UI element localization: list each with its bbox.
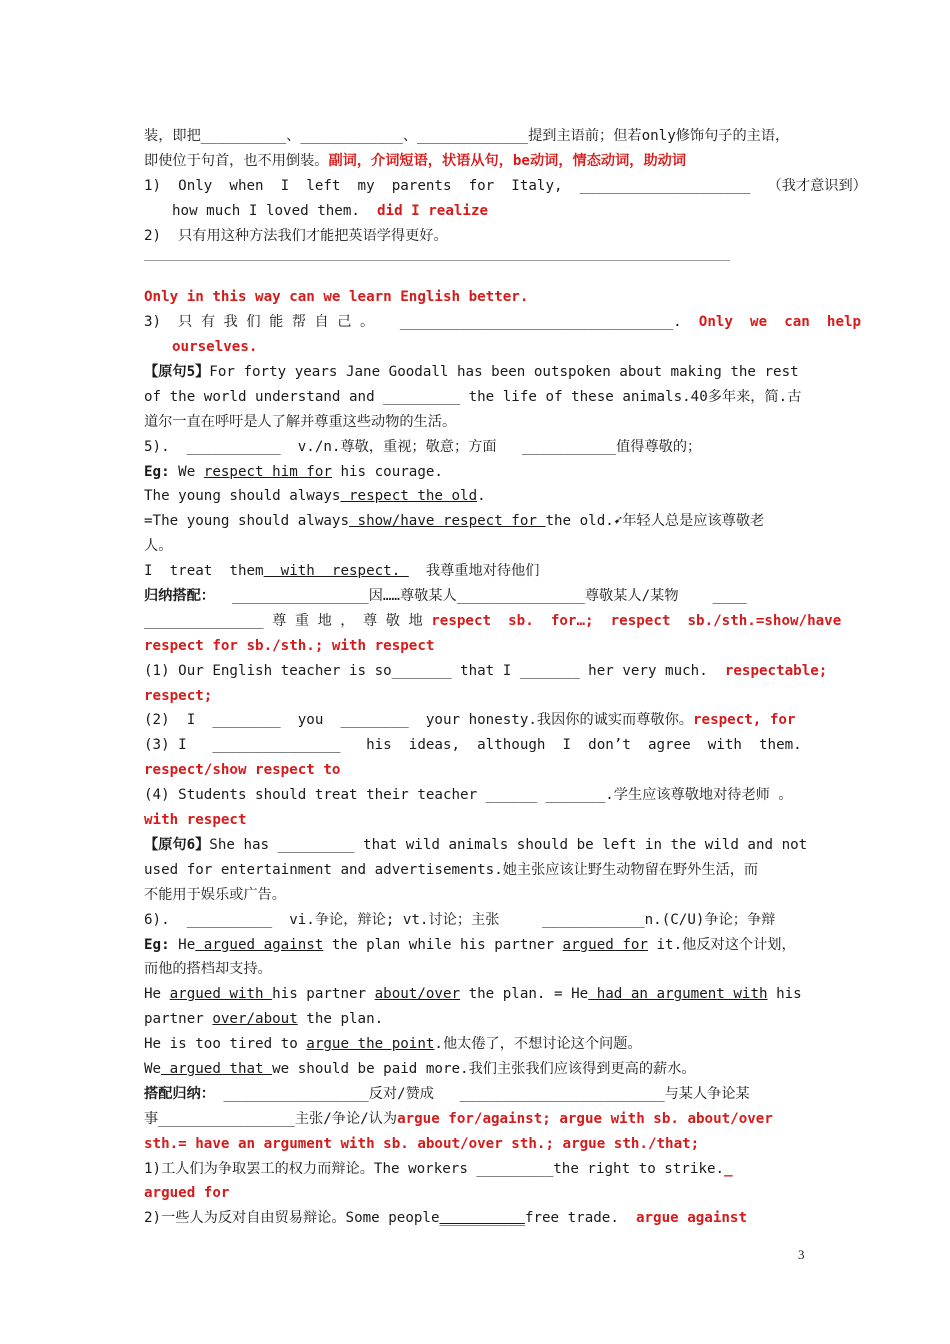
text-line	[144, 1032, 810, 1057]
line-text: 事________________主张/争论/认为	[144, 1110, 398, 1127]
text-line	[144, 1057, 810, 1082]
text-line	[144, 1107, 810, 1132]
line-text: 1) Only when I left my parents for Italy, ____________________ （我才意识到）	[144, 177, 867, 194]
line-text: We	[169, 463, 204, 480]
text-line	[144, 908, 810, 933]
line-text: =The young should always	[144, 513, 349, 530]
line-text: He	[169, 936, 196, 953]
text-line	[144, 783, 810, 808]
line-text: I treat them	[144, 563, 264, 580]
text-line	[144, 684, 810, 709]
line-text: .	[477, 488, 486, 505]
line-text: 5). ___________ v./n.尊敬，重视；敬意；方面 ___________值得尊敬的；	[144, 438, 702, 455]
text-line	[144, 584, 810, 609]
line-text: He is too tired to	[144, 1036, 307, 1053]
line-text: 装，即把__________、____________、_____________提到主语前；但若only修饰句子的主语，	[144, 128, 790, 144]
answer-text: with respect	[144, 812, 247, 829]
line-text: over/about	[212, 1011, 298, 1028]
line-text: 【原句6】	[144, 836, 210, 853]
text-line	[144, 260, 810, 285]
line-text: ______________ 尊 重 地 ， 尊 敬 地	[144, 612, 432, 629]
line-text: 而他的搭档却支持。	[144, 961, 272, 978]
line-text: about/over	[374, 986, 461, 1003]
line-text: the plan. = He	[460, 986, 589, 1003]
text-line	[144, 808, 810, 833]
line-text: 【原句5】	[144, 364, 210, 381]
text-line	[144, 634, 810, 659]
text-line	[144, 484, 810, 509]
line-text: Eg:	[144, 936, 170, 953]
text-line	[144, 758, 810, 783]
line-text: 3) 只 有 我 们 能 帮 自 己 。 ________________________________.	[144, 314, 699, 331]
line-text: it.他反对这个计划，	[647, 936, 796, 953]
line-text: .他太倦了，不想讨论这个问题。	[434, 1036, 642, 1053]
text-line	[144, 833, 810, 858]
line-text: Eg:	[144, 463, 170, 480]
text-line	[144, 708, 810, 733]
answer-text: respect for sb./sth.; with respect	[144, 637, 435, 654]
line-text: respect the old	[340, 488, 478, 505]
text-line	[144, 609, 842, 634]
line-text: partner	[144, 1011, 213, 1028]
line-text: (4) Students should treat their teacher ______ _______.学生应该尊敬地对待老师 。	[144, 787, 793, 804]
text-line	[144, 509, 810, 534]
line-text: with respect.	[263, 563, 409, 580]
text-line	[144, 957, 810, 982]
answer-text: 副词，介词短语，状语从句，be动词，情态动词，助动词	[328, 152, 687, 169]
line-text: the plan while his partner	[323, 936, 563, 953]
line-text: He	[144, 986, 170, 1003]
line-text: She has _________ that wild animals should be left in the wild and not	[209, 836, 808, 853]
line-text: 道尔一直在呼吁是人了解并尊重这些动物的生活。	[144, 413, 457, 430]
line-text: 人。	[144, 538, 173, 555]
line-text: argue the point	[306, 1036, 435, 1053]
text-line	[144, 933, 810, 958]
line-text: free trade.	[524, 1210, 636, 1227]
answer-text: ourselves.	[172, 339, 258, 356]
text-line	[144, 335, 810, 360]
line-text: We	[144, 1060, 162, 1077]
text-line	[144, 1181, 810, 1206]
text-line	[144, 733, 810, 758]
line-text: _________________反对/赞成 ________________________与某人争论某	[214, 1085, 750, 1102]
line-text: we should be paid more.我们主张我们应该得到更高的薪水。	[272, 1060, 696, 1077]
line-text: argued for	[562, 936, 648, 953]
text-line	[144, 1132, 810, 1157]
line-text: the plan.	[297, 1011, 384, 1028]
answer-text: argued for	[144, 1185, 230, 1202]
answer-blank-line	[144, 260, 730, 261]
text-line	[144, 1082, 810, 1107]
answer-text: Only we can help	[698, 314, 862, 331]
answer-text: Only in this way can we learn English better.	[144, 289, 529, 306]
line-text: 搭配归纳：	[144, 1085, 215, 1102]
line-text: 1)工人们为争取罢工的权力而辩论。The workers _________the right to strike.	[144, 1160, 725, 1177]
text-line	[144, 982, 810, 1007]
line-text: For forty years Jane Goodall has been outspoken about making the rest	[209, 364, 799, 381]
answer-text: respect;	[144, 687, 213, 704]
line-text: __________	[439, 1210, 525, 1227]
text-line	[144, 858, 810, 883]
line-text: 即使位于句首，也不用倒装。	[144, 152, 329, 169]
line-text: 2)一些人为反对自由贸易辩论。Some people	[144, 1210, 440, 1227]
text-line	[144, 285, 810, 310]
line-text: 2) 只有用这种方法我们才能把英语学得更好。	[144, 227, 448, 244]
text-line	[144, 149, 810, 174]
line-text: The young should always	[144, 488, 341, 505]
text-line	[144, 435, 810, 460]
text-line	[144, 174, 867, 199]
line-text: argued against	[195, 936, 324, 953]
text-line	[144, 385, 810, 410]
line-text: 归纳搭配：	[144, 588, 215, 605]
line-text: (2) I ________ you ________ your honesty.我因你的诚实而尊敬你。	[144, 712, 693, 729]
answer-text: argue for/against; argue with sb. about/over	[397, 1110, 773, 1127]
text-line	[144, 199, 810, 224]
line-text: his courage.	[331, 463, 443, 480]
line-text: argued that	[161, 1060, 273, 1077]
line-text: of the world understand and _________ the life of these animals.40多年来，简.古	[144, 388, 802, 405]
line-text: 我尊重地对待他们	[408, 563, 540, 580]
text-line	[144, 659, 828, 684]
text-line	[144, 1007, 810, 1032]
text-line	[144, 883, 810, 908]
answer-text: respect/show respect to	[144, 762, 341, 779]
line-text: (1) Our English teacher is so_______ that I _______ her very much.	[144, 662, 725, 679]
answer-text: sth.= have an argument with sb. about/over sth.; argue sth./that;	[144, 1135, 700, 1152]
answer-text: respect sb. for…; respect sb./sth.=show/have	[431, 612, 842, 629]
text-line	[144, 1206, 810, 1231]
answer-text: _	[724, 1160, 733, 1177]
text-line	[144, 1157, 810, 1182]
line-text: argued with	[169, 986, 273, 1003]
answer-text: respect, for	[692, 712, 796, 729]
text-line	[144, 360, 810, 385]
line-text: 不能用于娱乐或广告。	[144, 886, 286, 903]
line-text: respect him for	[203, 463, 332, 480]
line-text: the old.➹年轻人总是应该尊敬老	[545, 513, 765, 530]
line-text: show/have respect for	[349, 513, 546, 530]
line-text: ________________因……尊敬某人_______________尊敬某人/某物 ____	[214, 588, 747, 605]
text-line	[144, 534, 810, 559]
text-line	[144, 460, 810, 485]
line-text: how much I loved them.	[172, 202, 377, 219]
line-text: his partner	[272, 986, 375, 1003]
line-text: had an argument with	[588, 986, 768, 1003]
line-text: (3) I _______________ his ideas, although I don’t agree with them.	[144, 737, 802, 754]
text-line	[144, 559, 810, 584]
line-text: his	[767, 986, 802, 1003]
text-line	[144, 310, 862, 335]
line-text: 6). __________ vi.争论，辩论; vt.讨论；主张 ____________n.(C/U)争论；争辩	[144, 911, 776, 928]
answer-text: respectable;	[724, 662, 828, 679]
page-number: 3	[798, 1247, 805, 1262]
answer-text: argue against	[635, 1210, 747, 1227]
text-line	[144, 124, 810, 149]
text-line	[144, 410, 810, 435]
document-body	[144, 124, 867, 1231]
text-line	[144, 224, 810, 249]
answer-text: did I realize	[377, 202, 489, 219]
line-text: used for entertainment and advertisements.她主张应该让野生动物留在野外生活，而	[144, 861, 759, 878]
